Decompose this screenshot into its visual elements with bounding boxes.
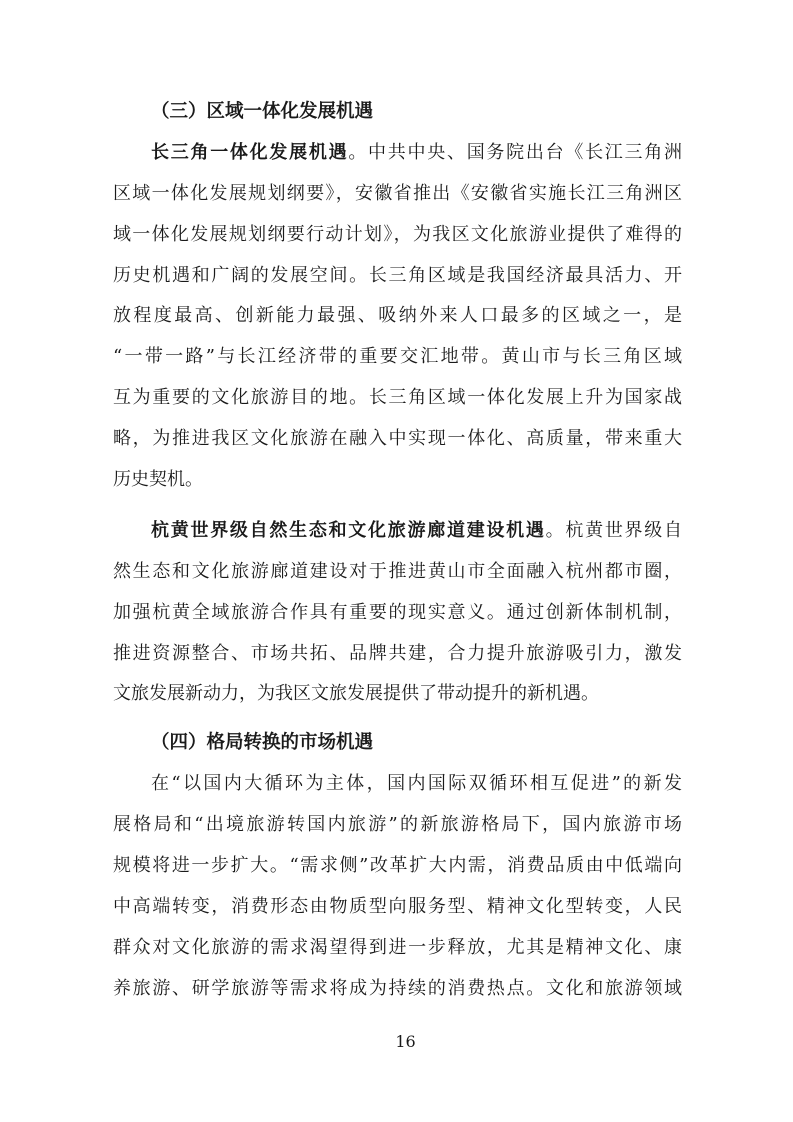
paragraph-market-line-2: 展格局和“出境旅游转国内旅游”的新旅游格局下，国内旅游市场: [113, 814, 682, 836]
bold-lead-text: 杭黄世界级自然生态和文化旅游廊道建设机遇: [151, 519, 546, 541]
paragraph-changsanjiao-line-5: 放程度最高、创新能力最强、吸纳外来人口最多的区域之一，是: [113, 305, 682, 327]
paragraph-hanghuang: [113, 511, 682, 715]
paragraph-changsanjiao-line-9: 历史契机。: [113, 469, 203, 491]
section-heading-3: [113, 92, 682, 133]
paragraph-market: [113, 764, 682, 1009]
bold-lead-text: 长三角一体化发展机遇: [151, 141, 349, 163]
paragraph-hanghuang-line-1: 杭黄世界级自然生态和文化旅游廊道建设机遇。杭黄世界级自: [151, 519, 683, 541]
paragraph-changsanjiao-line-3: 域一体化发展规划纲要行动计划》，为我区文化旅游业提供了难得的: [113, 223, 682, 245]
paragraph-market-line-5: 群众对文化旅游的需求渴望得到进一步释放，尤其是精神文化、康: [113, 936, 682, 958]
paragraph-hanghuang-line-2: 然生态和文化旅游廊道建设对于推进黄山市全面融入杭州都市圈，: [113, 560, 682, 582]
section-heading-4-text: （四）格局转换的市场机遇: [151, 732, 374, 754]
paragraph-changsanjiao-line-4: 历史机遇和广阔的发展空间。长三角区域是我国经济最具活力、开: [113, 264, 682, 286]
paragraph-market-line-6: 养旅游、研学旅游等需求将成为持续的消费热点。文化和旅游领域: [113, 977, 682, 999]
paragraph-changsanjiao-line-1: 长三角一体化发展机遇。中共中央、国务院出台《长江三角洲: [151, 141, 683, 163]
paragraph-market-line-1: 在“以国内大循环为主体，国内国际双循环相互促进”的新发: [151, 773, 682, 795]
paragraph-hanghuang-line-4: 推进资源整合、市场共拓、品牌共建，合力提升旅游吸引力，激发: [113, 642, 682, 664]
paragraph-hanghuang-line-5: 文旅发展新动力，为我区文旅发展提供了带动提升的新机遇。: [113, 683, 599, 705]
page-number: 16: [395, 1032, 416, 1051]
document-content: [113, 92, 682, 1010]
section-heading-4: [113, 723, 682, 764]
paragraph-changsanjiao-line-7: 互为重要的文化旅游目的地。长三角区域一体化发展上升为国家战: [113, 387, 682, 409]
paragraph-changsanjiao-line-2: 区域一体化发展规划纲要》，安徽省推出《安徽省实施长江三角洲区: [113, 182, 682, 204]
paragraph-changsanjiao: [113, 133, 682, 501]
paragraph-hanghuang-line-3: 加强杭黄全域旅游合作具有重要的现实意义。通过创新体制机制，: [113, 601, 682, 623]
paragraph-market-line-3: 规模将进一步扩大。“需求侧”改革扩大内需，消费品质由中低端向: [113, 855, 682, 877]
paragraph-changsanjiao-line-8: 略，为推进我区文化旅游在融入中实现一体化、高质量，带来重大: [113, 428, 682, 450]
paragraph-market-line-4: 中高端转变，消费形态由物质型向服务型、精神文化型转变，人民: [113, 895, 682, 917]
paragraph-changsanjiao-line-6: “一带一路”与长江经济带的重要交汇地带。黄山市与长三角区域: [113, 346, 682, 368]
section-heading-3-text: （三）区域一体化发展机遇: [151, 101, 374, 122]
